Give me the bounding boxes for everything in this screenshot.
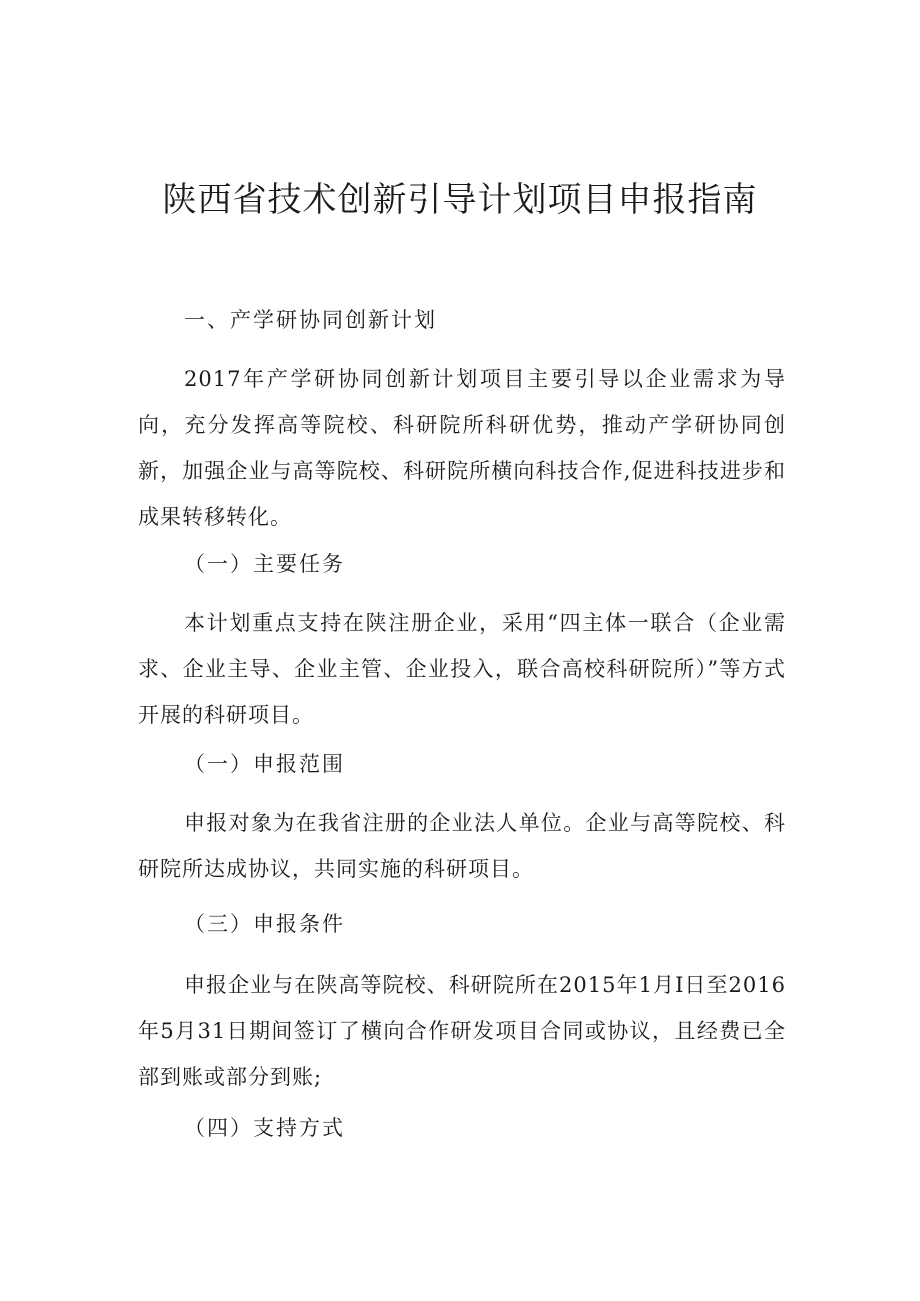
paragraph-2: 本计划重点支持在陕注册企业，采用“四主体一联合（企业需求、企业主导、企业主管、企业投入，联合高校科研院所）”等方式开展的科研项目。 bbox=[138, 611, 786, 727]
section-heading-5: （四）支持方式 bbox=[184, 1116, 345, 1140]
section-heading-2: （一）主要任务 bbox=[184, 552, 345, 576]
document-title: 陕西省技术创新引导计划项目申报指南 bbox=[162, 180, 758, 220]
paragraph-1: 2017年产学研协同创新计划项目主要引导以企业需求为导向，充分发挥高等院校、科研院所科研优势，推动产学研协同创新，加强企业与高等院校、科研院所横向科技合作,促进科技进步和成果转移转化。 bbox=[138, 367, 786, 529]
paragraph-3: 申报对象为在我省注册的企业法人单位。企业与高等院校、科研院所达成协议，共同实施的科研项目。 bbox=[138, 811, 786, 881]
section-heading-4: （三）申报条件 bbox=[184, 912, 345, 936]
section-heading-3: （一）申报范围 bbox=[184, 752, 345, 776]
section-heading-1: 一、产学研协同创新计划 bbox=[184, 308, 437, 332]
paragraph-4: 申报企业与在陕高等院校、科研院所在2015年1月I日至2016年5月31日期间签订了横向合作研发项目合同或协议，且经费已全部到账或部分到账; bbox=[138, 973, 786, 1089]
